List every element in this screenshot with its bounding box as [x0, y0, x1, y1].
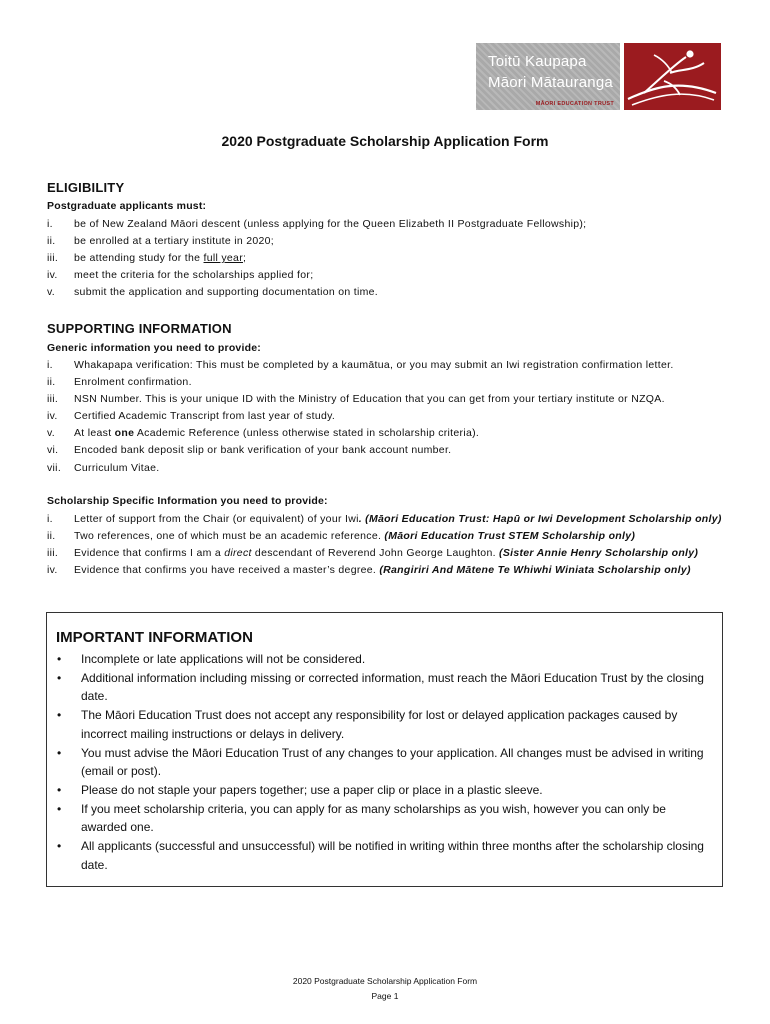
item-text: NSN Number. This is your unique ID with the Ministry of Education that you can get from your tertiary institute or NZQA.	[74, 393, 665, 406]
footer-title: 2020 Postgraduate Scholarship Application Form	[292, 976, 478, 986]
item-text: You must advise the Māori Education Trust of any changes to your application. All changes must be advised in writing (email or post).	[81, 745, 704, 779]
item-text: Evidence that confirms you have received a master’s degree.	[74, 564, 380, 577]
eligibility-intro: Postgraduate applicants must:	[47, 200, 207, 212]
item-text: Curriculum Vitae.	[74, 461, 160, 474]
item-number: v.	[47, 427, 55, 440]
list-item	[55, 800, 715, 837]
generic-intro: Generic information you need to provide:	[47, 342, 261, 354]
list-item	[55, 837, 715, 874]
list-item	[47, 267, 737, 284]
item-text: The Māori Education Trust does not accept any responsibility for lost or delayed application packages caused by incorrect mailing instructions or delays in delivery.	[81, 708, 678, 741]
bullet-icon: •	[57, 652, 62, 666]
list-item	[47, 250, 737, 267]
item-number: ii.	[47, 235, 56, 248]
logo-line-3: MĀORI EDUCATION TRUST	[535, 101, 614, 107]
item-number: iv.	[47, 410, 58, 423]
item-emphasis: one	[114, 427, 135, 440]
item-text: Certified Academic Transcript from last year of study.	[74, 410, 336, 423]
item-number: i.	[47, 513, 53, 525]
list-item	[47, 374, 737, 391]
item-text: Encoded bank deposit slip or bank verification of your bank account number.	[74, 444, 452, 457]
generic-list	[47, 357, 737, 477]
item-text-end: ;	[243, 252, 247, 265]
item-text: Please do not staple your papers together; use a paper clip or place in a plastic sleeve.	[81, 782, 543, 797]
important-information-box	[46, 612, 723, 887]
item-number: i.	[47, 218, 53, 230]
item-text: Letter of support from the Chair (or equivalent) of your Iwi	[74, 513, 359, 525]
list-item	[47, 545, 727, 562]
item-emphasis: full year	[203, 252, 243, 265]
item-text: submit the application and supporting documentation on time.	[74, 286, 379, 299]
list-item	[47, 357, 737, 374]
page-number: Page 1	[371, 991, 399, 1001]
list-item	[47, 391, 737, 408]
item-text-end: descendant of Reverend John George Laughton.	[251, 547, 500, 560]
logo-text-panel	[476, 43, 620, 110]
item-text: meet the criteria for the scholarships applied for;	[74, 269, 314, 282]
bullet-icon: •	[57, 801, 62, 816]
item-text: be enrolled at a tertiary institute in 2020;	[74, 235, 274, 248]
specific-intro: Scholarship Specific Information you need to provide:	[47, 495, 328, 507]
item-number: vii.	[47, 461, 62, 474]
list-item	[47, 425, 737, 442]
item-note: . (Māori Education Trust: Hapū or Iwi Development Scholarship only)	[358, 513, 722, 525]
list-item	[47, 562, 727, 579]
important-heading: IMPORTANT INFORMATION	[56, 629, 253, 646]
bullet-icon: •	[57, 745, 62, 760]
list-item	[55, 706, 715, 743]
item-number: iv.	[47, 269, 58, 282]
item-emphasis: direct	[224, 547, 252, 560]
list-item	[47, 408, 737, 425]
item-number: vi.	[47, 444, 59, 457]
bullet-icon: •	[57, 839, 62, 854]
item-note: (Māori Education Trust STEM Scholarship only)	[384, 530, 636, 543]
item-text: Incomplete or late applications will not be considered.	[81, 652, 366, 666]
list-item	[47, 233, 737, 250]
dancer-figure-icon	[624, 43, 721, 110]
list-item	[55, 669, 715, 706]
item-text: Evidence that confirms I am a	[74, 547, 225, 560]
item-text: Two references, one of which must be an academic reference.	[74, 530, 385, 543]
item-number: iv.	[47, 564, 58, 577]
logo-emblem-icon	[624, 43, 721, 110]
item-text: If you meet scholarship criteria, you can apply for as many scholarships as you wish, however you can only be awarded one.	[81, 801, 666, 835]
item-text: Whakapapa verification: This must be completed by a kaumātua, or you may submit an Iwi registration confirmation letter.	[74, 359, 674, 371]
list-item	[55, 781, 715, 800]
list-item	[47, 284, 737, 301]
supporting-heading: SUPPORTING INFORMATION	[47, 321, 232, 336]
item-text: Enrolment confirmation.	[74, 376, 192, 389]
specific-list	[47, 511, 727, 579]
list-item	[47, 216, 737, 233]
list-item	[47, 460, 737, 477]
logo-line-2: Māori Mātauranga	[488, 74, 613, 91]
item-number: iii.	[47, 547, 59, 560]
item-text: Additional information including missing or corrected information, must reach the Māori Education Trust by the closing date.	[81, 670, 704, 704]
list-item	[47, 442, 737, 459]
list-item	[55, 744, 715, 781]
document-title: 2020 Postgraduate Scholarship Application Form	[221, 133, 549, 149]
item-text: All applicants (successful and unsuccessful) will be notified in writing within three months after the scholarship closing date.	[81, 839, 704, 872]
item-number: ii.	[47, 530, 56, 543]
eligibility-list	[47, 216, 737, 301]
bullet-icon: •	[57, 708, 62, 723]
list-item	[47, 528, 727, 545]
item-note: (Sister Annie Henry Scholarship only)	[499, 547, 699, 560]
item-text-end: Academic Reference (unless otherwise stated in scholarship criteria).	[134, 427, 480, 440]
item-number: v.	[47, 286, 55, 299]
organisation-logo	[476, 43, 721, 110]
eligibility-heading: ELIGIBILITY	[47, 180, 125, 195]
bullet-icon: •	[57, 782, 62, 797]
list-item	[47, 511, 727, 528]
item-text: be of New Zealand Māori descent (unless applying for the Queen Elizabeth II Postgraduate Fellowship);	[74, 218, 587, 230]
item-number: i.	[47, 359, 53, 371]
item-text: At least	[74, 427, 115, 440]
item-text: be attending study for the	[74, 252, 204, 265]
item-number: iii.	[47, 393, 59, 406]
list-item	[55, 650, 715, 669]
important-list	[55, 650, 715, 874]
item-number: ii.	[47, 376, 56, 389]
logo-line-1: Toitū Kaupapa	[488, 53, 587, 70]
item-number: iii.	[47, 252, 59, 265]
bullet-icon: •	[57, 670, 62, 685]
item-note: (Rangiriri And Mātene Te Whiwhi Winiata Scholarship only)	[379, 564, 691, 577]
